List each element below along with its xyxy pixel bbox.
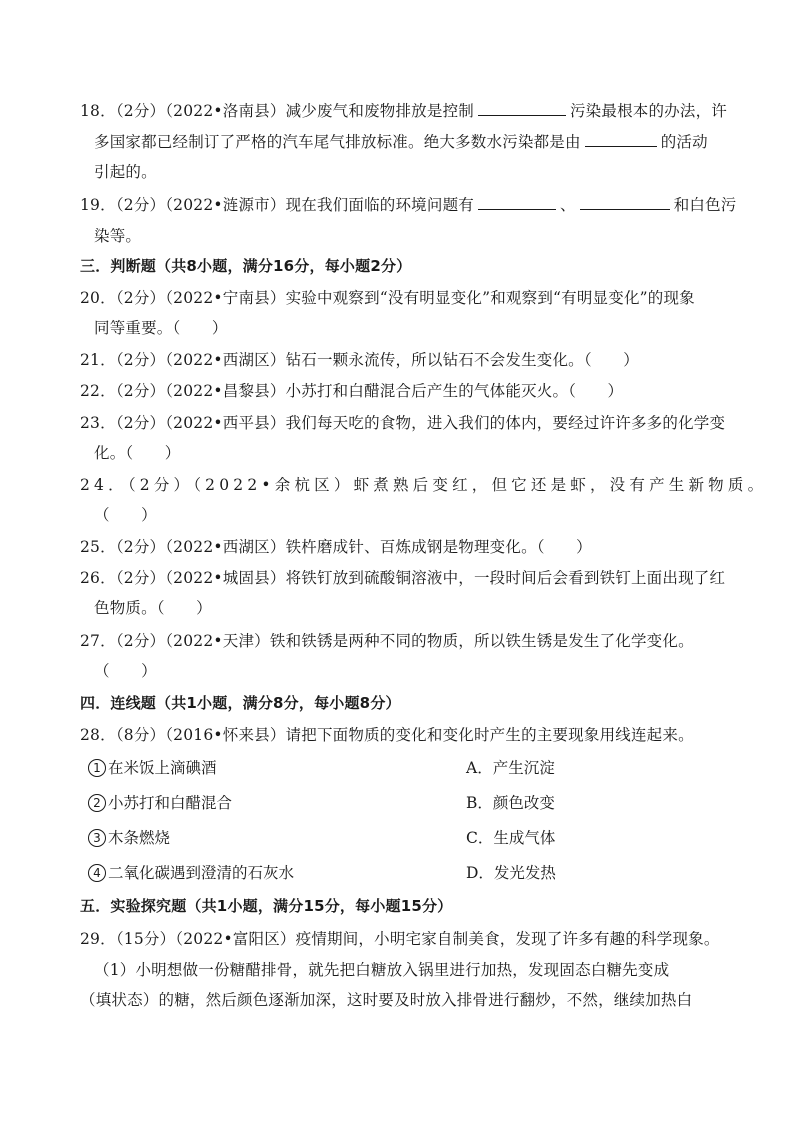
q28-line-1: 28．（8分）（2016•怀来县）请把下面物质的变化和变化时产生的主要现象用线连起来。 (80, 726, 694, 744)
q21-line-1: 21．（2分）（2022•西湖区）钻石一颗永流传，所以钻石不会发生变化。（ ） (80, 351, 639, 369)
q28-left-item-1[interactable] (88, 758, 217, 778)
q28-right-item-b[interactable]: B．颜色改变 (466, 794, 555, 812)
q19-separator: 、 (559, 196, 576, 214)
q26-line-2: 色物质。（ ） (94, 599, 212, 617)
q28-left-item-label: 小苏打和白醋混合 (108, 794, 233, 812)
q27-line-2: （ ） (94, 662, 157, 680)
q20-line-1: 20．（2分）（2022•宁南县）实验中观察到“没有明显变化”和观察到“有明显变化”的现象 (80, 289, 695, 307)
q19-line-1 (80, 195, 737, 215)
section-5-heading: 五．实验探究题（共1小题，满分15分，每小题15分） (80, 897, 453, 915)
q26-line-1: 26．（2分）（2022•城固县）将铁钉放到硫酸铜溶液中，一段时间后会看到铁钉上面出现了红 (80, 569, 726, 587)
q28-left-item-label: 在米饭上滴碘酒 (108, 759, 217, 777)
q19-blank-1[interactable] (478, 195, 556, 210)
q28-left-item-4[interactable] (88, 863, 294, 883)
section-4-heading: 四．连线题（共1小题，满分8分，每小题8分） (80, 694, 401, 712)
q28-left-item-label: 二氧化碳遇到澄清的石灰水 (108, 864, 295, 882)
q18-text-a: 18．（2分）（2022•洛南县）减少废气和废物排放是控制 (80, 102, 474, 120)
q24-line-2: （ ） (94, 506, 157, 524)
q29-line-3: （填状态）的糖，然后颜色逐渐加深，这时要及时放入排骨进行翻炒，不然，继续加热白 (80, 991, 693, 1009)
q18-line-3: 引起的。 (94, 163, 157, 181)
q23-line-1: 23．（2分）（2022•西平县）我们每天吃的食物，进入我们的体内，要经过许许多多的化学变 (80, 414, 726, 432)
q18-blank-2[interactable] (585, 132, 657, 147)
q19-text-b: 和白色污 (673, 196, 737, 214)
q28-right-item-c[interactable]: C．生成气体 (466, 829, 556, 847)
circled-number: 2 (88, 794, 106, 812)
q25-line-1: 25．（2分）（2022•西湖区）铁杵磨成针、百炼成钢是物理变化。（ ） (80, 538, 592, 556)
q29-line-2: （1）小明想做一份糖醋排骨，就先把白糖放入锅里进行加热，发现固态白糖先变成 (94, 961, 670, 979)
q18-text-d: 的活动 (660, 133, 708, 151)
q18-line-1 (80, 101, 727, 121)
circled-number: 4 (88, 864, 106, 882)
q28-right-item-a[interactable]: A．产生沉淀 (466, 759, 555, 777)
q20-line-2: 同等重要。（ ） (94, 319, 228, 337)
q18-line-2 (94, 132, 708, 152)
circled-number: 3 (88, 829, 106, 847)
circled-number: 1 (88, 759, 106, 777)
q19-line-2: 染等。 (94, 227, 142, 245)
q18-blank-1[interactable] (478, 101, 566, 116)
q19-blank-2[interactable] (580, 195, 670, 210)
section-3-heading: 三．判断题（共8小题，满分16分，每小题2分） (80, 257, 412, 275)
q27-line-1: 27．（2分）（2022•天津）铁和铁锈是两种不同的物质，所以铁生锈是发生了化学变化。 (80, 632, 694, 650)
q28-left-item-label: 木条燃烧 (108, 829, 171, 847)
q18-text-c: 多国家都已经制订了严格的汽车尾气排放标准。绝大多数水污染都是由 (94, 133, 581, 151)
q23-line-2: 化。（ ） (94, 444, 181, 462)
q29-line-1: 29．（15分）（2022•富阳区）疫情期间，小明宅家自制美食，发现了许多有趣的科学现象。 (80, 930, 720, 948)
q28-right-item-d[interactable]: D．发光发热 (466, 864, 556, 882)
q24-line-1: 24．（2分）（2022•余杭区）虾煮熟后变红，但它还是虾，没有产生新物质。 (80, 476, 768, 494)
q28-left-item-2[interactable] (88, 793, 232, 813)
q18-text-b: 污染最根本的办法，许 (569, 102, 727, 120)
q28-left-item-3[interactable] (88, 828, 170, 848)
q22-line-1: 22．（2分）（2022•昌黎县）小苏打和白醋混合后产生的气体能灭火。（ ） (80, 382, 624, 400)
q19-text-a: 19．（2分）（2022•涟源市）现在我们面临的环境问题有 (80, 196, 474, 214)
